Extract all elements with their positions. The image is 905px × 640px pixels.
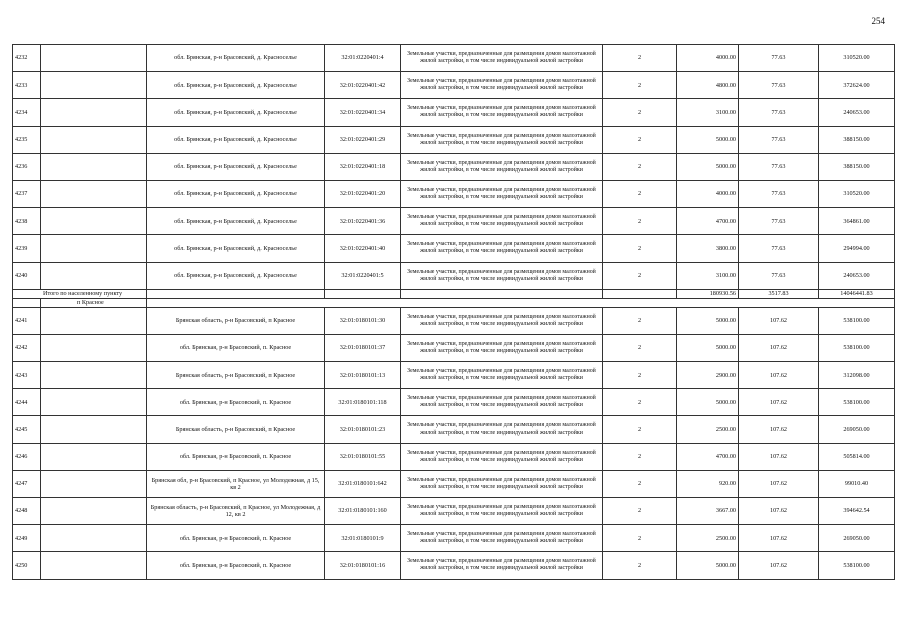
value-cell: 505814.00 (819, 443, 895, 470)
table-row (13, 262, 895, 289)
land-use-cell: Земельные участки, предназначенные для размещения домов малоэтажной жилой застройки, в том числе индивидуальной жилой застройки (401, 498, 603, 525)
rate-cell: 107.62 (739, 498, 819, 525)
address-cell: Брянская область, р-н Брасовский, п Красное, ул Молодежная, д 12, кв 2 (147, 498, 325, 525)
address-cell: обл. Брянская, р-н Брасовский, п. Красное (147, 525, 325, 552)
empty-cell (41, 389, 147, 416)
land-use-cell: Земельные участки, предназначенные для размещения домов малоэтажной жилой застройки, в том числе индивидуальной жилой застройки (401, 126, 603, 153)
address-cell: обл. Брянская, р-н Брасовский, д. Красноселье (147, 45, 325, 72)
row-number: 4236 (13, 153, 41, 180)
value-cell: 294994.00 (819, 235, 895, 262)
page-number: 254 (871, 16, 885, 26)
land-use-cell: Земельные участки, предназначенные для размещения домов малоэтажной жилой застройки, в том числе индивидуальной жилой застройки (401, 470, 603, 497)
row-number: 4240 (13, 262, 41, 289)
row-number: 4233 (13, 72, 41, 99)
rate-cell: 107.62 (739, 443, 819, 470)
area-cell: 4700.00 (677, 208, 739, 235)
empty-cell (41, 443, 147, 470)
empty-cell (41, 470, 147, 497)
address-cell: обл. Брянская, р-н Брасовский, д. Красноселье (147, 180, 325, 207)
value-cell: 388150.00 (819, 153, 895, 180)
address-cell: Брянская область, р-н Брасовский, п Красное (147, 307, 325, 334)
area-cell: 5000.00 (677, 334, 739, 361)
rate-cell: 77.63 (739, 153, 819, 180)
row-number: 4232 (13, 45, 41, 72)
area-cell: 4000.00 (677, 180, 739, 207)
row-number: 4234 (13, 99, 41, 126)
rate-cell: 77.63 (739, 45, 819, 72)
total-area: 180930.56 (677, 289, 739, 298)
land-use-cell: Земельные участки, предназначенные для размещения домов малоэтажной жилой застройки, в том числе индивидуальной жилой застройки (401, 362, 603, 389)
empty-cell (41, 126, 147, 153)
row-number: 4245 (13, 416, 41, 443)
empty-cell (41, 208, 147, 235)
table-row (13, 180, 895, 207)
rate-cell: 107.62 (739, 307, 819, 334)
locality-name: п Красное (41, 298, 147, 307)
area-cell: 3800.00 (677, 235, 739, 262)
value-cell: 240653.00 (819, 262, 895, 289)
category-cell: 2 (603, 552, 677, 579)
table-row (13, 470, 895, 497)
area-cell: 2500.00 (677, 525, 739, 552)
cadastral-number-cell: 32:01:0180101:55 (325, 443, 401, 470)
area-cell: 2900.00 (677, 362, 739, 389)
cadastral-value-table (12, 44, 895, 580)
area-cell: 3100.00 (677, 262, 739, 289)
row-number: 4243 (13, 362, 41, 389)
table-body-krasnoe (13, 307, 895, 579)
area-cell: 5000.00 (677, 552, 739, 579)
row-number: 4242 (13, 334, 41, 361)
empty-cell (41, 416, 147, 443)
rate-cell: 107.62 (739, 416, 819, 443)
rate-cell: 77.63 (739, 180, 819, 207)
category-cell: 2 (603, 443, 677, 470)
empty-cell (41, 262, 147, 289)
locality-row (13, 298, 895, 307)
category-cell: 2 (603, 72, 677, 99)
value-cell: 372624.00 (819, 72, 895, 99)
row-number: 4239 (13, 235, 41, 262)
empty-cell (41, 362, 147, 389)
area-cell: 5000.00 (677, 389, 739, 416)
rate-cell: 77.63 (739, 99, 819, 126)
area-cell: 5000.00 (677, 307, 739, 334)
empty-cell (41, 334, 147, 361)
category-cell: 2 (603, 180, 677, 207)
land-use-cell: Земельные участки, предназначенные для размещения домов малоэтажной жилой застройки, в том числе индивидуальной жилой застройки (401, 208, 603, 235)
value-cell: 310520.00 (819, 180, 895, 207)
cadastral-number-cell: 32:01:0180101:160 (325, 498, 401, 525)
category-cell: 2 (603, 362, 677, 389)
category-cell: 2 (603, 208, 677, 235)
land-use-cell: Земельные участки, предназначенные для размещения домов малоэтажной жилой застройки, в том числе индивидуальной жилой застройки (401, 443, 603, 470)
cadastral-number-cell: 32:01:0220401:36 (325, 208, 401, 235)
address-cell: обл. Брянская, р-н Брасовский, д. Красноселье (147, 208, 325, 235)
table-body-krasnoselye (13, 45, 895, 290)
table-row (13, 498, 895, 525)
cadastral-number-cell: 32:01:0220401:20 (325, 180, 401, 207)
table-row (13, 443, 895, 470)
empty-cell (41, 153, 147, 180)
total-value: 14046441.83 (819, 289, 895, 298)
category-cell: 2 (603, 99, 677, 126)
row-number: 4248 (13, 498, 41, 525)
table-row (13, 552, 895, 579)
table-body-summary (13, 289, 895, 307)
area-cell: 4000.00 (677, 45, 739, 72)
address-cell: обл. Брянская, р-н Брасовский, п. Красное (147, 552, 325, 579)
cadastral-number-cell: 32:01:0220401:29 (325, 126, 401, 153)
total-row (13, 289, 895, 298)
category-cell: 2 (603, 126, 677, 153)
cadastral-number-cell: 32:01:0180101:13 (325, 362, 401, 389)
area-cell: 4800.00 (677, 72, 739, 99)
land-use-cell: Земельные участки, предназначенные для размещения домов малоэтажной жилой застройки, в том числе индивидуальной жилой застройки (401, 72, 603, 99)
address-cell: обл. Брянская, р-н Брасовский, д. Красноселье (147, 72, 325, 99)
address-cell: обл. Брянская, р-н Брасовский, п. Красное (147, 443, 325, 470)
table-row (13, 334, 895, 361)
rate-cell: 77.63 (739, 208, 819, 235)
cadastral-number-cell: 32:01:0220401:34 (325, 99, 401, 126)
value-cell: 364861.00 (819, 208, 895, 235)
value-cell: 310520.00 (819, 45, 895, 72)
address-cell: обл. Брянская, р-н Брасовский, п. Красное (147, 334, 325, 361)
value-cell: 312098.00 (819, 362, 895, 389)
value-cell: 269050.00 (819, 525, 895, 552)
land-use-cell: Земельные участки, предназначенные для размещения домов малоэтажной жилой застройки, в том числе индивидуальной жилой застройки (401, 552, 603, 579)
area-cell: 3667.00 (677, 498, 739, 525)
category-cell: 2 (603, 498, 677, 525)
empty-cell (41, 180, 147, 207)
land-use-cell: Земельные участки, предназначенные для размещения домов малоэтажной жилой застройки, в том числе индивидуальной жилой застройки (401, 99, 603, 126)
table-row (13, 45, 895, 72)
total-rate: 3517.83 (739, 289, 819, 298)
cadastral-number-cell: 32:01:0220401:18 (325, 153, 401, 180)
table-row (13, 307, 895, 334)
value-cell: 388150.00 (819, 126, 895, 153)
empty-cell (41, 45, 147, 72)
total-label: Итого по населенному пункту (13, 289, 147, 298)
row-number: 4250 (13, 552, 41, 579)
area-cell: 3100.00 (677, 99, 739, 126)
rate-cell: 77.63 (739, 262, 819, 289)
value-cell: 99010.40 (819, 470, 895, 497)
cadastral-number-cell: 32:01:0220401:4 (325, 45, 401, 72)
cadastral-number-cell: 32:01:0180101:30 (325, 307, 401, 334)
cadastral-number-cell: 32:01:0220401:40 (325, 235, 401, 262)
address-cell: обл. Брянская, р-н Брасовский, д. Красноселье (147, 126, 325, 153)
rate-cell: 77.63 (739, 126, 819, 153)
table-row (13, 362, 895, 389)
address-cell: обл. Брянская, р-н Брасовский, д. Красноселье (147, 99, 325, 126)
rate-cell: 107.62 (739, 552, 819, 579)
cadastral-number-cell: 32:01:0180101:37 (325, 334, 401, 361)
table-row (13, 153, 895, 180)
table-row (13, 416, 895, 443)
value-cell: 538100.00 (819, 307, 895, 334)
value-cell: 394642.54 (819, 498, 895, 525)
category-cell: 2 (603, 235, 677, 262)
land-use-cell: Земельные участки, предназначенные для размещения домов малоэтажной жилой застройки, в том числе индивидуальной жилой застройки (401, 334, 603, 361)
category-cell: 2 (603, 262, 677, 289)
area-cell: 2500.00 (677, 416, 739, 443)
empty-cell (41, 307, 147, 334)
value-cell: 269050.00 (819, 416, 895, 443)
value-cell: 538100.00 (819, 334, 895, 361)
cadastral-number-cell: 32:01:0220401:5 (325, 262, 401, 289)
address-cell: Брянская область, р-н Брасовский, п Красное (147, 362, 325, 389)
empty-cell (41, 72, 147, 99)
cadastral-number-cell: 32:01:0180101:9 (325, 525, 401, 552)
address-cell: Брянская область, р-н Брасовский, п Красное (147, 416, 325, 443)
area-cell: 5000.00 (677, 126, 739, 153)
cadastral-number-cell: 32:01:0180101:23 (325, 416, 401, 443)
table-row (13, 235, 895, 262)
address-cell: обл. Брянская, р-н Брасовский, д. Красноселье (147, 262, 325, 289)
value-cell: 538100.00 (819, 389, 895, 416)
area-cell: 4700.00 (677, 443, 739, 470)
category-cell: 2 (603, 45, 677, 72)
row-number: 4241 (13, 307, 41, 334)
rate-cell: 107.62 (739, 525, 819, 552)
address-cell: обл. Брянская, р-н Брасовский, д. Красноселье (147, 153, 325, 180)
area-cell: 5000.00 (677, 153, 739, 180)
category-cell: 2 (603, 334, 677, 361)
land-use-cell: Земельные участки, предназначенные для размещения домов малоэтажной жилой застройки, в том числе индивидуальной жилой застройки (401, 180, 603, 207)
category-cell: 2 (603, 153, 677, 180)
rate-cell: 107.62 (739, 470, 819, 497)
category-cell: 2 (603, 416, 677, 443)
cadastral-number-cell: 32:01:0180101:118 (325, 389, 401, 416)
value-cell: 240653.00 (819, 99, 895, 126)
rate-cell: 107.62 (739, 334, 819, 361)
land-use-cell: Земельные участки, предназначенные для размещения домов малоэтажной жилой застройки, в том числе индивидуальной жилой застройки (401, 45, 603, 72)
empty-cell (41, 235, 147, 262)
row-number: 4238 (13, 208, 41, 235)
row-number: 4247 (13, 470, 41, 497)
table-row (13, 72, 895, 99)
address-cell: Брянская обл, р-н Брасовский, п Красное, ул Молодежная, д 15, кв 2 (147, 470, 325, 497)
land-use-cell: Земельные участки, предназначенные для размещения домов малоэтажной жилой застройки, в том числе индивидуальной жилой застройки (401, 525, 603, 552)
table-row (13, 389, 895, 416)
table-row (13, 525, 895, 552)
cadastral-number-cell: 32:01:0180101:16 (325, 552, 401, 579)
rate-cell: 107.62 (739, 362, 819, 389)
row-number: 4246 (13, 443, 41, 470)
category-cell: 2 (603, 470, 677, 497)
rate-cell: 77.63 (739, 235, 819, 262)
row-number: 4244 (13, 389, 41, 416)
land-use-cell: Земельные участки, предназначенные для размещения домов малоэтажной жилой застройки, в том числе индивидуальной жилой застройки (401, 262, 603, 289)
area-cell: 920.00 (677, 470, 739, 497)
value-cell: 538100.00 (819, 552, 895, 579)
table-row (13, 208, 895, 235)
category-cell: 2 (603, 525, 677, 552)
land-use-cell: Земельные участки, предназначенные для размещения домов малоэтажной жилой застройки, в том числе индивидуальной жилой застройки (401, 153, 603, 180)
land-use-cell: Земельные участки, предназначенные для размещения домов малоэтажной жилой застройки, в том числе индивидуальной жилой застройки (401, 416, 603, 443)
category-cell: 2 (603, 307, 677, 334)
table-row (13, 99, 895, 126)
land-use-cell: Земельные участки, предназначенные для размещения домов малоэтажной жилой застройки, в том числе индивидуальной жилой застройки (401, 307, 603, 334)
address-cell: обл. Брянская, р-н Брасовский, п. Красное (147, 389, 325, 416)
category-cell: 2 (603, 389, 677, 416)
row-number: 4237 (13, 180, 41, 207)
land-use-cell: Земельные участки, предназначенные для размещения домов малоэтажной жилой застройки, в том числе индивидуальной жилой застройки (401, 235, 603, 262)
rate-cell: 77.63 (739, 72, 819, 99)
row-number: 4235 (13, 126, 41, 153)
table-row (13, 126, 895, 153)
cadastral-number-cell: 32:01:0220401:42 (325, 72, 401, 99)
land-use-cell: Земельные участки, предназначенные для размещения домов малоэтажной жилой застройки, в том числе индивидуальной жилой застройки (401, 389, 603, 416)
empty-cell (41, 498, 147, 525)
empty-cell (41, 525, 147, 552)
empty-cell (41, 99, 147, 126)
row-number: 4249 (13, 525, 41, 552)
empty-cell (41, 552, 147, 579)
rate-cell: 107.62 (739, 389, 819, 416)
address-cell: обл. Брянская, р-н Брасовский, д. Красноселье (147, 235, 325, 262)
cadastral-number-cell: 32:01:0180101:642 (325, 470, 401, 497)
